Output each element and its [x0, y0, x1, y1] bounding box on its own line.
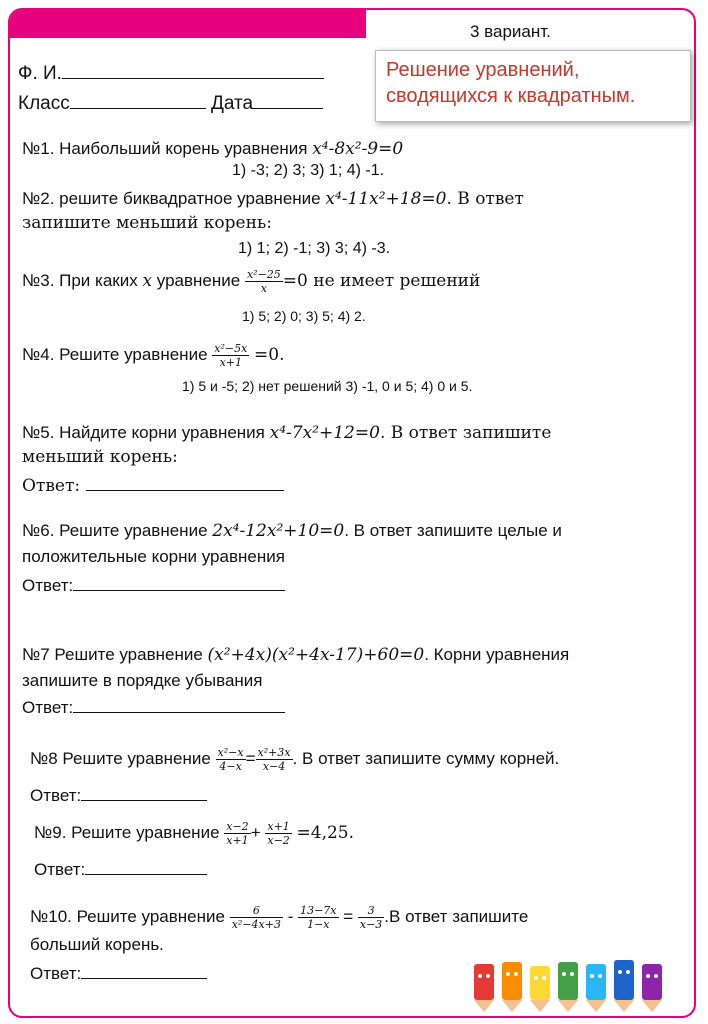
pencil-orange-icon — [502, 962, 522, 1012]
task-7-answer — [22, 694, 285, 718]
topic-box — [375, 50, 691, 122]
task-7-line-2: запишите в порядке убывания — [22, 671, 263, 690]
task-5-tail: . В ответ запишите — [379, 423, 552, 443]
task-8-numerator-1: x²−x — [217, 746, 244, 759]
date-field[interactable] — [253, 90, 323, 109]
fio-label: Ф. И. — [18, 63, 62, 84]
task-6-answer-label: Ответ: — [22, 576, 74, 595]
task-3-numerator: x²−25 — [246, 268, 281, 281]
task-10-answer-field[interactable] — [81, 960, 207, 979]
task-2-tail: . В ответ — [446, 189, 524, 209]
task-5 — [22, 422, 551, 444]
task-8-text: №8 Решите уравнение — [30, 748, 211, 768]
task-5-answer-label: Ответ: — [22, 476, 81, 496]
pencil-green-icon — [558, 962, 578, 1012]
task-4-tail: =0. — [254, 344, 285, 365]
task-8-denominator-1: 4−x — [219, 760, 242, 773]
task-5-answer-field[interactable] — [86, 472, 284, 491]
pencil-purple-icon — [642, 964, 662, 1012]
task-7-text: №7 Решите уравнение — [22, 645, 203, 664]
pencil-cyan-icon — [586, 964, 606, 1012]
task-10-denominator-1: x²−4x+3 — [231, 918, 281, 931]
task-8-answer — [30, 782, 207, 806]
task-9 — [34, 820, 354, 847]
task-10-line-2: больший корень. — [30, 935, 164, 954]
task-3-text: №3. При каких — [22, 270, 138, 290]
task-4 — [22, 342, 285, 369]
task-7-tail: . Корни уравнения — [424, 645, 570, 664]
task-9-fraction-2 — [265, 820, 291, 847]
task-3 — [22, 268, 480, 295]
task-3-var: x — [142, 270, 153, 291]
task-9-denominator-1: x+1 — [226, 834, 249, 847]
task-10-text: №10. Решите уравнение — [30, 906, 225, 926]
class-date-row — [18, 90, 323, 115]
task-10-answer-label: Ответ: — [30, 964, 82, 983]
task-7 — [22, 644, 569, 666]
task-9-numerator-1: x−2 — [226, 820, 249, 833]
task-8 — [30, 746, 559, 773]
task-10-answer — [30, 960, 207, 984]
task-4-numerator: x²−5x — [214, 342, 248, 355]
task-10-fraction-2 — [298, 904, 338, 931]
task-9-plus: + — [250, 822, 261, 842]
task-10-denominator-2: 1−x — [307, 918, 330, 931]
pencil-blue-icon — [614, 960, 634, 1012]
task-2-equation: x⁴-11x²+18=0 — [325, 189, 447, 209]
task-1 — [22, 138, 403, 160]
task-2-text: №2. решите биквадратное уравнение — [22, 189, 321, 208]
task-6-text: №6. Решите уравнение — [22, 521, 208, 540]
task-8-tail: . В ответ запишите сумму корней. — [292, 748, 560, 768]
task-8-denominator-2: x−4 — [262, 760, 286, 773]
fio-field[interactable] — [62, 60, 324, 79]
task-9-tail: =4,25. — [296, 822, 355, 843]
task-6 — [22, 520, 562, 542]
task-10-tail: .В ответ запишите — [384, 906, 529, 926]
task-1-text: №1. Наибольший корень уравнения — [22, 139, 308, 158]
task-8-fraction-1 — [216, 746, 246, 773]
date-label: Дата — [211, 93, 254, 114]
fio-row — [18, 60, 324, 85]
task-5-text: №5. Найдите корни уравнения — [22, 423, 265, 442]
task-4-fraction — [212, 342, 249, 369]
task-6-answer-field[interactable] — [73, 572, 285, 591]
task-9-answer — [34, 856, 207, 880]
task-3-text-2: уравнение — [156, 270, 241, 290]
pencils-illustration — [470, 958, 690, 1014]
task-4-options: 1) 5 и -5; 2) нет решений 3) -1, 0 и 5; 4) 0 и 5. — [182, 378, 473, 394]
task-9-text: №9. Решите уравнение — [34, 822, 220, 842]
pencil-yellow-icon — [530, 966, 550, 1012]
task-9-denominator-2: x−2 — [267, 834, 290, 847]
task-3-denominator: x — [260, 282, 267, 295]
task-7-answer-label: Ответ: — [22, 698, 74, 717]
task-10-denominator-3: x−3 — [359, 918, 383, 931]
task-4-denominator: x+1 — [219, 356, 242, 369]
task-10 — [30, 904, 528, 931]
task-10-numerator-3: 3 — [358, 904, 384, 918]
task-8-numerator-2: x²+3x — [257, 746, 291, 759]
task-1-options: 1) -3; 2) 3; 3) 1; 4) -1. — [232, 162, 385, 179]
task-2-line-2: запишите меньший корень: — [22, 213, 272, 233]
task-8-answer-label: Ответ: — [30, 786, 82, 805]
task-8-equals: = — [245, 748, 256, 768]
task-3-tail: =0 не имеет решений — [282, 270, 481, 291]
task-7-answer-field[interactable] — [73, 694, 285, 713]
topic-line-1: Решение уравнений, — [386, 59, 580, 81]
task-3-fraction — [245, 268, 283, 295]
task-7-equation: (x²+4x)(x²+4x-17)+60=0 — [207, 645, 425, 665]
task-9-fraction-1 — [224, 820, 250, 847]
task-8-fraction-2 — [256, 746, 293, 773]
task-6-equation: 2x⁴-12x²+10=0 — [212, 521, 345, 541]
header-bar — [10, 10, 366, 38]
variant-label: 3 вариант. — [470, 22, 551, 41]
task-9-answer-field[interactable] — [85, 856, 207, 875]
task-2 — [22, 188, 524, 210]
task-10-minus: - — [282, 906, 299, 926]
task-6-answer — [22, 572, 285, 596]
task-2-options: 1) 1; 2) -1; 3) 3; 4) -3. — [238, 240, 391, 257]
task-5-line-2: меньший корень: — [22, 447, 178, 467]
task-10-numerator-2: 13−7x — [300, 904, 337, 917]
task-4-text: №4. Решите уравнение — [22, 344, 208, 364]
task-3-options: 1) 5; 2) 0; 3) 5; 4) 2. — [242, 308, 366, 324]
task-8-answer-field[interactable] — [81, 782, 207, 801]
task-10-numerator-1: 6 — [230, 904, 283, 918]
topic-line-2: сводящихся к квадратным. — [386, 85, 636, 107]
task-1-equation: x⁴-8x²-9=0 — [312, 139, 404, 159]
task-10-fraction-3 — [358, 904, 384, 931]
class-label: Класс — [18, 93, 70, 114]
task-10-fraction-1 — [230, 904, 283, 931]
task-5-equation: x⁴-7x²+12=0 — [269, 423, 380, 443]
task-9-numerator-2: x+1 — [267, 820, 290, 833]
task-6-line-2: положительные корни уравнения — [22, 547, 285, 566]
task-9-answer-label: Ответ: — [34, 860, 86, 879]
pencil-red-icon — [474, 964, 494, 1012]
task-6-tail: . В ответ запишите целые и — [344, 521, 562, 540]
task-10-equals: = — [338, 906, 358, 926]
class-field[interactable] — [70, 90, 206, 109]
task-5-answer — [22, 472, 284, 496]
